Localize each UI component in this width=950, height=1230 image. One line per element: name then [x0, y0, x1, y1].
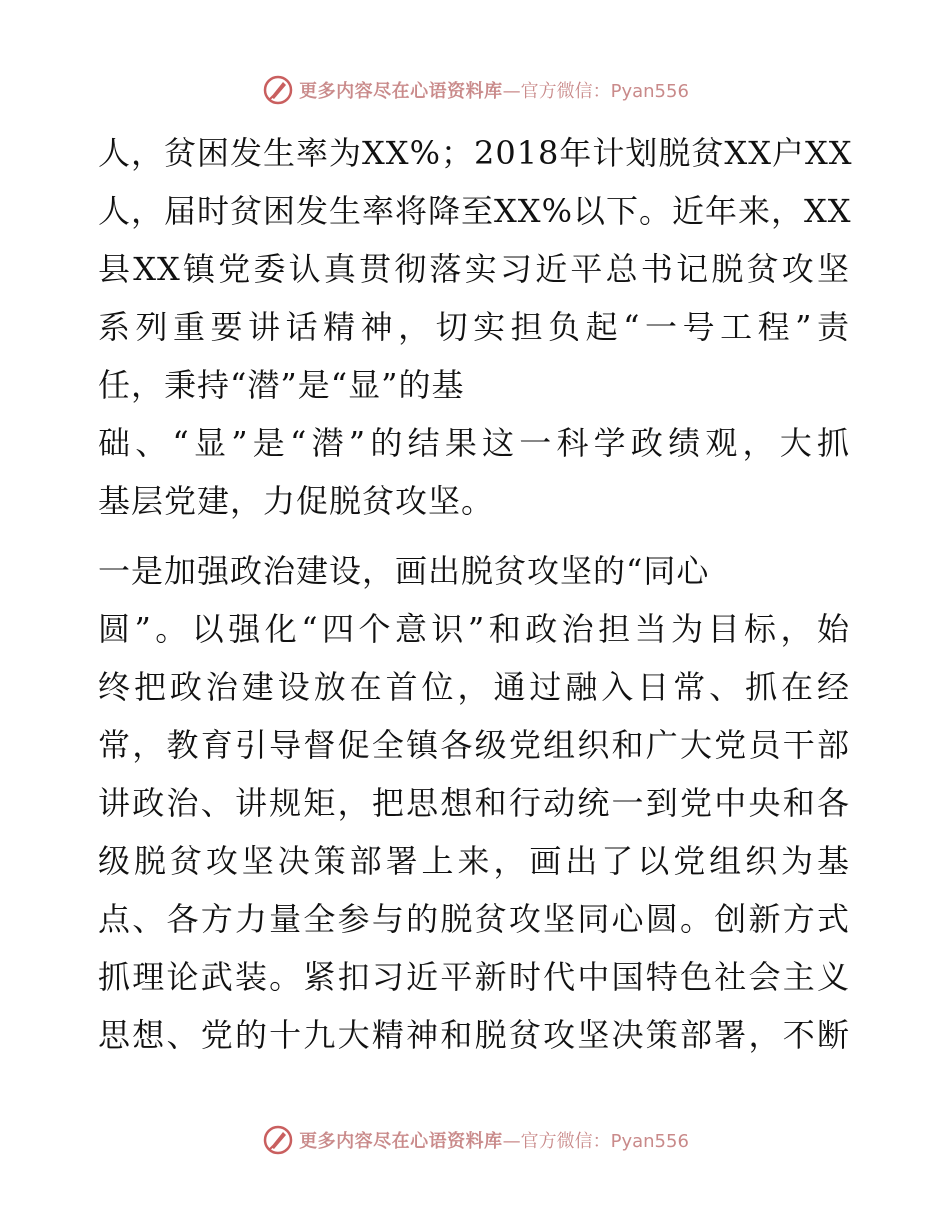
quill-logo-icon: [261, 1123, 295, 1157]
text-line: 抓理论武装。紧扣习近平新时代中国特色社会主义: [98, 958, 850, 996]
text-line: 一是加强政治建设，画出脱贫攻坚的“同心: [98, 552, 710, 590]
text-line: 人，贫困发生率为XX%；2018年计划脱贫XX户XX: [98, 134, 853, 172]
text-line: 级脱贫攻坚决策部署上来，画出了以党组织为基: [98, 842, 850, 880]
text-line: 县XX镇党委认真贯彻落实习近平总书记脱贫攻坚: [98, 250, 850, 288]
footer-watermark: [0, 1122, 950, 1158]
text-line: 讲政治、讲规矩，把思想和行动统一到党中央和各: [98, 784, 850, 822]
watermark-contact: —官方微信：Pyan556: [502, 1131, 689, 1152]
text-line: 基层党建，力促脱贫攻坚。: [98, 482, 495, 520]
text-line: 常，教育引导督促全镇各级党组织和广大党员干部: [98, 726, 850, 764]
watermark-text: 更多内容尽在心语资料库: [299, 81, 503, 102]
text-line: 点、各方力量全参与的脱贫攻坚同心圆。创新方式: [98, 900, 850, 938]
text-line: 圆”。以强化“四个意识”和政治担当为目标，始: [98, 610, 850, 648]
text-line: 任，秉持“潜”是“显”的基: [98, 366, 465, 404]
paragraph-1: [98, 124, 853, 530]
watermark-contact: —官方微信：Pyan556: [502, 81, 689, 102]
text-line: 终把政治建设放在首位，通过融入日常、抓在经: [98, 668, 850, 706]
text-line: 系列重要讲话精神，切实担负起“一号工程”责: [98, 308, 850, 346]
text-line: 人，届时贫困发生率将降至XX%以下。近年来，XX: [98, 192, 852, 230]
paragraph-2: [98, 542, 850, 1064]
header-watermark: [0, 72, 950, 108]
text-line: 础、“显”是“潜”的结果这一科学政绩观，大抓: [98, 424, 850, 462]
paragraph-spacer: [98, 530, 850, 542]
watermark-text: 更多内容尽在心语资料库: [299, 1131, 503, 1152]
document-body: [98, 124, 853, 1064]
quill-logo-icon: [261, 73, 295, 107]
text-line: 思想、党的十九大精神和脱贫攻坚决策部署，不断: [98, 1016, 850, 1054]
